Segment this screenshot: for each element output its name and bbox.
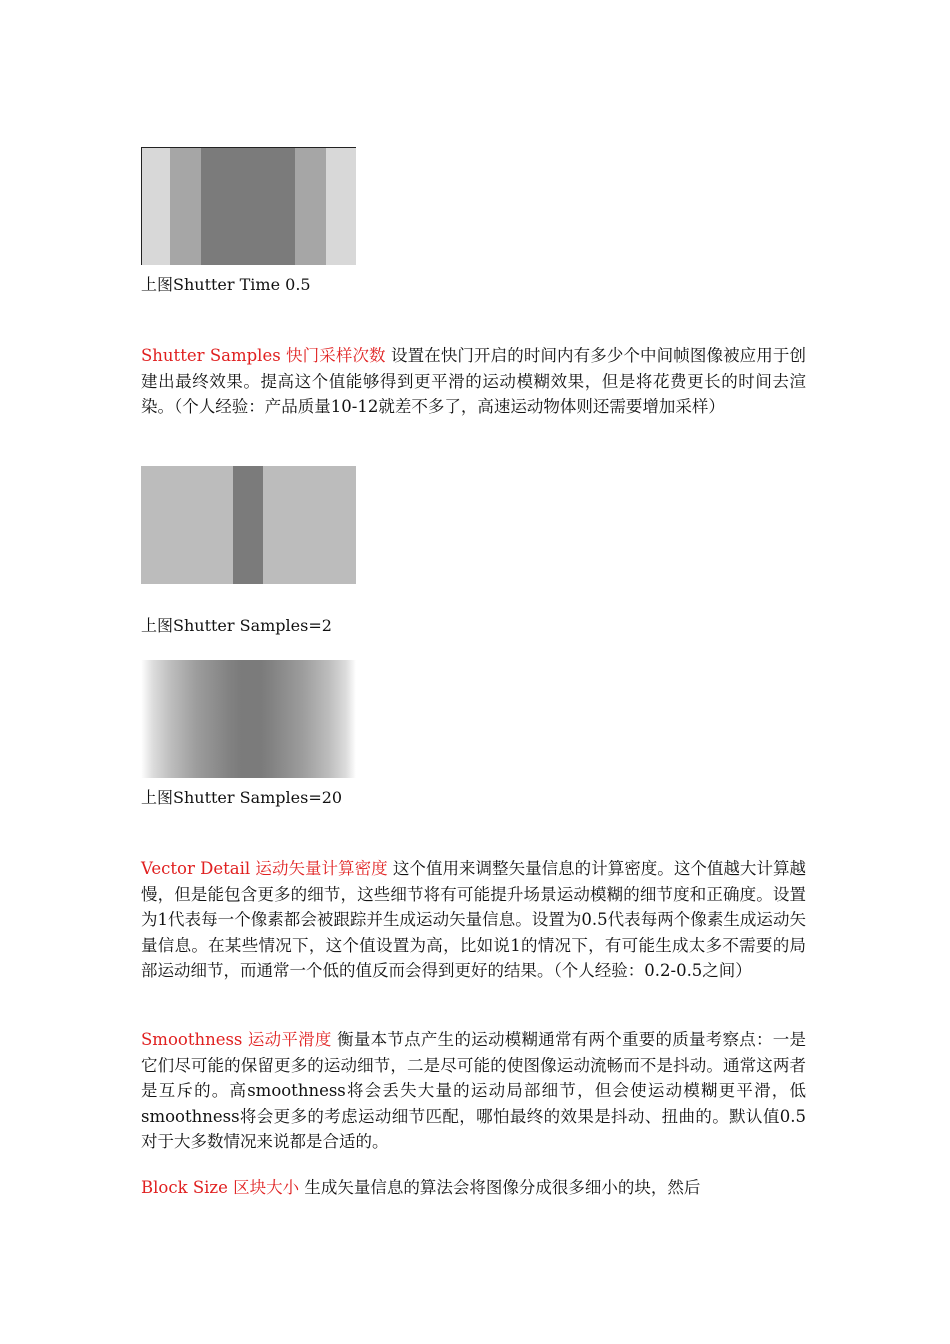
smoothness-body: 衡量本节点产生的运动模糊通常有两个重要的质量考察点：一是它们尽可能的保留更多的运动细节，二是尽可能的使图像运动流畅而不是抖动。通常这两者是互斥的。高smoothness将会丢失大量的运动局部细节，但会使运动模糊更平滑，低smoothness将会更多的考虑运动细节匹配，哪怕最终的效果是抖动、扭曲的。默认值0.5对于大多数情况来说都是合适的。: [141, 1030, 806, 1151]
smoothness-term: Smoothness 运动平滑度: [141, 1030, 332, 1049]
vector-detail-body: 这个值用来调整矢量信息的计算密度。这个值越大计算越慢，但是能包含更多的细节，这些细节将有可能提升场景运动模糊的细节度和正确度。设置为1代表每一个像素都会被跟踪并生成运动矢量信息。设置为0.5代表每两个像素生成运动矢量信息。在某些情况下，这个值设置为高，比如说1的情况下，有可能生成太多不需要的局部运动细节，而通常一个低的值反而会得到更好的结果。（个人经验：0.2-0.5之间）: [141, 859, 806, 980]
shutter-samples-term: Shutter Samples 快门采样次数: [141, 346, 386, 365]
shutter-time-figure: [141, 147, 356, 265]
shutter-samples-2-figure: [141, 466, 356, 584]
figure-caption-samples-2: 上图Shutter Samples=2: [141, 616, 332, 635]
figure-caption-samples-20: 上图Shutter Samples=20: [141, 788, 343, 807]
shutter-samples-paragraph: [141, 343, 806, 420]
block-size-body: 生成矢量信息的算法会将图像分成很多细小的块，然后: [299, 1178, 701, 1197]
shutter-samples-20-figure: [141, 660, 356, 778]
smoothness-paragraph: [141, 1027, 806, 1155]
vector-detail-term: Vector Detail 运动矢量计算密度: [141, 859, 388, 878]
block-size-paragraph: [141, 1175, 806, 1201]
figure-caption-shutter-time: 上图Shutter Time 0.5: [141, 275, 311, 294]
block-size-term: Block Size 区块大小: [141, 1178, 300, 1197]
shutter-samples-body: 设置在快门开启的时间内有多少个中间帧图像被应用于创建出最终效果。提高这个值能够得到更平滑的运动模糊效果，但是将花费更长的时间去渲染。（个人经验：产品质量10-12就差不多了，高速运动物体则还需要增加采样）: [141, 346, 806, 416]
vector-detail-paragraph: [141, 856, 806, 984]
